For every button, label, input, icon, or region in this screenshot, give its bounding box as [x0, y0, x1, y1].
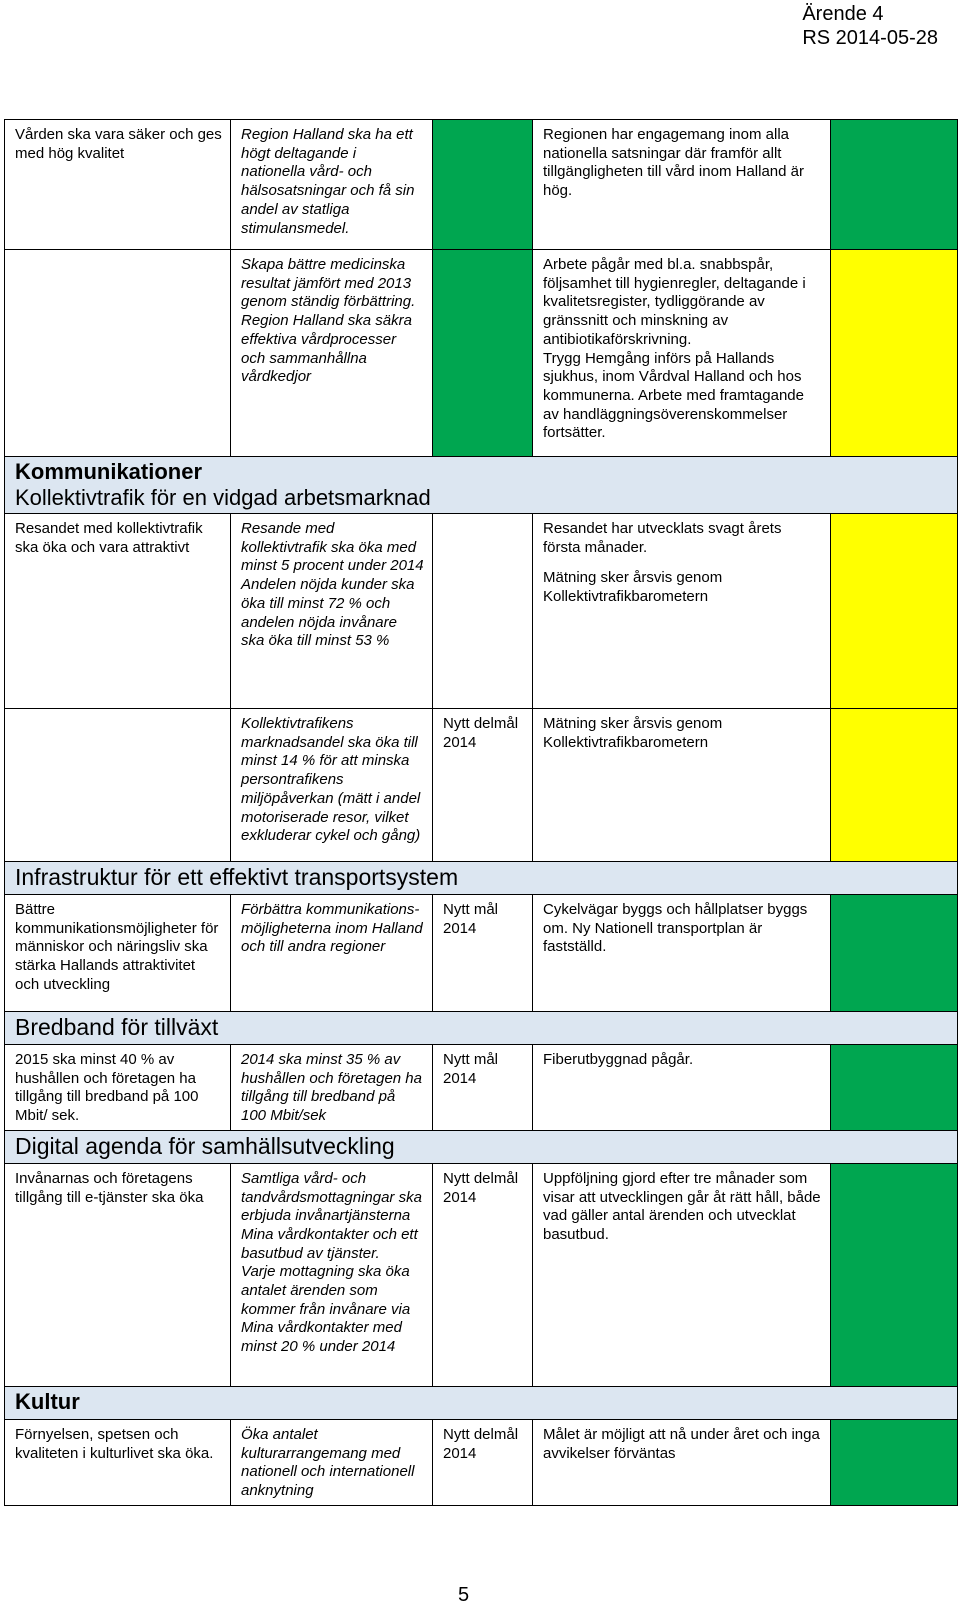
- goals-table: [4, 119, 958, 1506]
- status-green: [433, 120, 533, 250]
- subgoal-cell: [231, 514, 433, 709]
- subgoal-cell: Region Halland ska ha ett högt deltagande i nationella vård- och hälsosatsningar och få sin andel av statliga stimulansmedel.: [231, 120, 433, 250]
- subgoal-text: Andelen nöjda kunder ska öka till minst 72 % och andelen nöjda invånare ska öka till minst 53 %: [241, 576, 415, 650]
- section-header-row: [5, 862, 958, 895]
- comment-text: Resandet har utvecklats svagt årets första månader.: [543, 520, 782, 556]
- table-row: [5, 895, 958, 1012]
- comment-text: Trygg Hemgång införs på Hallands sjukhus, inom Vårdval Halland och hos kommunerna. Arbete med framtagande av handläggningsöverenskommelser fortsätter.: [543, 349, 804, 442]
- subgoal-cell: Kollektivtrafikens marknadsandel ska öka till minst 14 % för att minska persontrafikens miljöpåverkan (mätt i andel motoriserade resor, vilket exkluderar cykel och gång): [231, 709, 433, 862]
- status-yellow: [831, 514, 958, 709]
- status-green: [831, 1419, 958, 1505]
- page-number: 5: [458, 1584, 470, 1606]
- section-title: Infrastruktur för ett effektivt transportsystem: [15, 864, 459, 890]
- document-header: [802, 2, 938, 50]
- section-title: Kultur: [15, 1388, 80, 1414]
- subgoal-cell: [231, 1163, 433, 1386]
- section-header: [5, 1012, 958, 1045]
- section-title: Bredband för tillväxt: [15, 1014, 219, 1040]
- goal-cell: [5, 250, 231, 457]
- comment-text: Arbete pågår med bl.a. snabbspår, följsamhet till hygienregler, deltagande i kvalitetsregister, tydliggörande av gränssnitt och minskning av antibiotikaförskrivning.: [543, 256, 806, 348]
- subgoal-cell: 2014 ska minst 35 % av hushållen och företagen ha tillgång till bredband på 100 Mbit/sek: [231, 1045, 433, 1131]
- status-yellow: [831, 250, 958, 457]
- table-row: [5, 514, 958, 709]
- goal-cell: Bättre kommunikationsmöjligheter för människor och näringsliv ska stärka Hallands attraktivitet och utveckling: [5, 895, 231, 1012]
- comment-cell: Regionen har engagemang inom alla nationella satsningar där framför allt tillgängligheten till vård inom Halland är hög.: [533, 120, 831, 250]
- goal-cell: Invånarnas och företagens tillgång till e-tjänster ska öka: [5, 1163, 231, 1386]
- comment-cell: Fiberutbyggnad pågår.: [533, 1045, 831, 1131]
- status-text-cell: Nytt mål 2014: [433, 895, 533, 1012]
- table-row: [5, 709, 958, 862]
- section-header: [5, 862, 958, 895]
- section-header: [5, 1386, 958, 1419]
- comment-cell: Mätning sker årsvis genom Kollektivtrafikbarometern: [533, 709, 831, 862]
- subgoal-text: Varje mottagning ska öka antalet ärenden som kommer från invånare via Mina vårdkontakter med minst 20 % under 2014: [241, 1263, 411, 1356]
- goal-cell: [5, 709, 231, 862]
- table-row: [5, 250, 958, 457]
- status-yellow: [831, 709, 958, 862]
- subgoal-cell: Förbättra kommunikations-möjligheterna inom Halland och till andra regioner: [231, 895, 433, 1012]
- comment-text: Mätning sker årsvis genom Kollektivtrafikbarometern: [543, 569, 723, 606]
- goal-cell: Vården ska vara säker och ges med hög kvalitet: [5, 120, 231, 250]
- comment-cell: [533, 514, 831, 709]
- goal-cell: 2015 ska minst 40 % av hushållen och företagen ha tillgång till bredband på 100 Mbit/ sek.: [5, 1045, 231, 1131]
- comment-cell: Uppföljning gjord efter tre månader som visar att utvecklingen går åt rätt håll, både vad gäller antal ärenden och utvecklat basutbud.: [533, 1163, 831, 1386]
- status-text-cell: Nytt mål 2014: [433, 1045, 533, 1131]
- subgoal-text: Samtliga vård- och tandvårdsmottagningar ska erbjuda invånartjänsterna Mina vårdkontakter och ett basutbud av tjänster.: [241, 1169, 422, 1262]
- status-text-cell: Nytt delmål 2014: [433, 1163, 533, 1386]
- table-row: [5, 1163, 958, 1386]
- goal-cell: Förnyelsen, spetsen och kvaliteten i kulturlivet ska öka.: [5, 1419, 231, 1505]
- subgoal-cell: Öka antalet kulturarrangemang med nationell och internationell anknytning: [231, 1419, 433, 1505]
- subgoal-cell: [231, 250, 433, 457]
- subgoal-text: Skapa bättre medicinska resultat jämfört med 2013 genom ständig förbättring.: [241, 256, 416, 311]
- goal-cell: Resandet med kollektivtrafik ska öka och vara attraktivt: [5, 514, 231, 709]
- status-green: [433, 250, 533, 457]
- section-header-row: [5, 1130, 958, 1163]
- section-header-row: [5, 1386, 958, 1419]
- section-header-row: [5, 457, 958, 514]
- section-header: [5, 1130, 958, 1163]
- table-row: [5, 1045, 958, 1131]
- table-row: [5, 120, 958, 250]
- subgoal-text: Resande med kollektivtrafik ska öka med minst 5 procent under 2014: [241, 520, 424, 575]
- table-row: [5, 1419, 958, 1505]
- section-header-row: [5, 1012, 958, 1045]
- status-text-cell: Nytt delmål 2014: [433, 1419, 533, 1505]
- comment-cell: [533, 250, 831, 457]
- section-title: Digital agenda för samhällsutveckling: [15, 1132, 395, 1159]
- status-cell: [433, 514, 533, 709]
- case-number: Ärende 4: [802, 3, 884, 25]
- comment-cell: Cykelvägar byggs och hållplatser byggs om. Ny Nationell transportplan är fastställd.: [533, 895, 831, 1012]
- subgoal-text: Region Halland ska säkra effektiva vårdprocesser och sammanhållna vårdkedjor: [241, 312, 412, 386]
- document-date: RS 2014-05-28: [802, 27, 938, 49]
- status-green: [831, 1045, 958, 1131]
- section-subtitle: Kollektivtrafik för en vidgad arbetsmarknad: [15, 485, 431, 510]
- section-title: Kommunikationer: [15, 459, 203, 484]
- status-green: [831, 1163, 958, 1386]
- status-green: [831, 895, 958, 1012]
- section-header: [5, 457, 958, 514]
- status-text-cell: Nytt delmål 2014: [433, 709, 533, 862]
- status-green: [831, 120, 958, 250]
- comment-cell: Målet är möjligt att nå under året och inga avvikelser förväntas: [533, 1419, 831, 1505]
